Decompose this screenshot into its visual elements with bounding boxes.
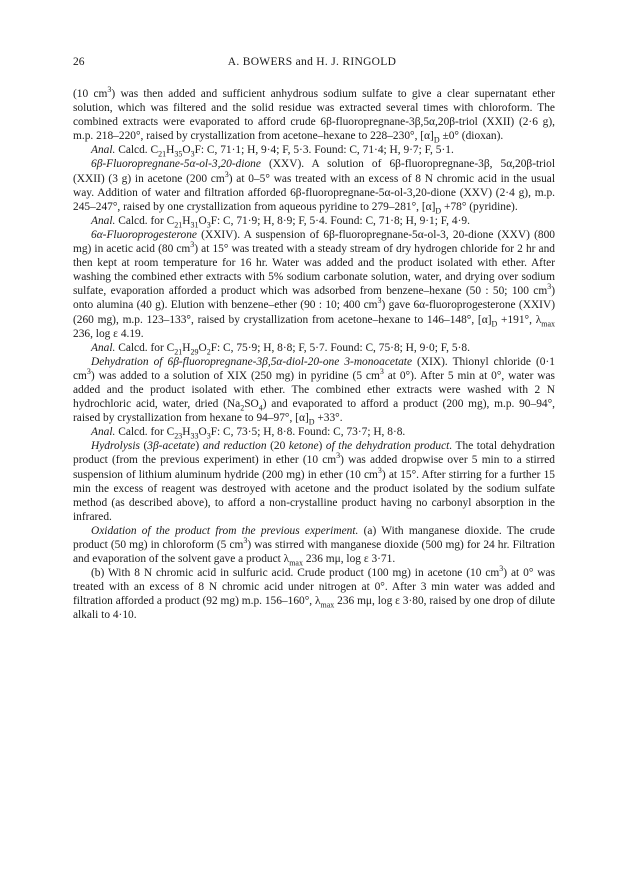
italic-run: and reduction [202, 440, 267, 453]
text-run: H [182, 426, 191, 439]
text-run: O [198, 426, 207, 439]
paragraph-oxidation-b [73, 566, 555, 622]
text-run: (20 [266, 440, 289, 453]
italic-run: Anal. [91, 426, 116, 439]
text-run: The total dehydration product (from the previous experiment) in ether (10 cm [73, 440, 555, 467]
text-run: F: C, 71·9; H, 8·9; F, 5·4. Found: C, 71·8; H, 9·1; F, 4·9. [210, 214, 470, 227]
subscript: D [491, 318, 498, 328]
text-run: ±0° (dioxan). [439, 130, 504, 143]
subscript: 3 [206, 431, 211, 441]
subscript: 23 [174, 431, 183, 441]
text-run: ) and evaporated to afford a product (200 mg), m.p. 90–94°, raised by crystallization from hexane to 94–97°, [α] [73, 398, 555, 425]
superscript: 3 [379, 367, 384, 377]
subscript: 21 [174, 220, 183, 230]
paragraph-dehydration [73, 355, 555, 425]
text-run: Calcd. for C [115, 214, 175, 227]
text-run: ) at 15° was treated with a steady stream of dry hydrogen chloride for 2 hr and then kept at room temperature for 16 hr. Water was added and the product isolated with ether. After washing the combined ether extracts with 5% sodium carbonate solution, water, and drying over sodium sulfate, evaporation afforded a product which was adsorbed from benzene–hexane (50 : 50; 100 cm [73, 243, 555, 298]
italic-run: Anal. [91, 214, 116, 227]
subscript: 21 [158, 149, 167, 159]
superscript: 3 [190, 240, 195, 250]
subscript: D [308, 417, 315, 427]
subscript: 29 [190, 346, 199, 356]
italic-run: 6α-Fluoroprogesterone [91, 228, 197, 241]
subscript: D [433, 135, 440, 145]
text-run: ) was then added and sufficient anhydrous sodium sulfate to give a clear supernatant ether solution, which was filtered and the solid residue was extracted several times with chloroform. The combined extracts were evaporated to afford crude 6β-fluoropregnane-3β,5α,20β-triol (XXII) (2·6 g), m.p. 218–220°, raised by crystallization from acetone–hexane to 228–230°, [α] [73, 88, 555, 143]
text-run: (XXV). A solution of 6β-fluoropregnane-3β, 5α,20β-triol (XXII) (3 g) in acetone (200 cm [73, 158, 555, 185]
text-run: ) was stirred with manganese dioxide (500 mg) for 24 hr. Filtration and evaporation of the solvent gave a product λ [73, 539, 555, 566]
superscript: 3 [499, 564, 504, 574]
text-run: ) [195, 440, 203, 453]
paragraph-fluoroprogesterone [73, 228, 555, 341]
text-run: (XXIV). A suspension of 6β-fluoropregnane-5α-ol-3, 20-dione (XXV) (800 mg) in acetic acid (80 cm [73, 228, 555, 256]
text-run: at 0°). After 5 min at 0°, water was added and the product isolated with ether. The combined ether extracts were washed with 2 N hydrochloric acid, water, dried (Na [73, 369, 555, 411]
paragraph-continuation [73, 87, 555, 143]
subscript: 4 [258, 403, 263, 413]
paragraph-fluoropregnanolone [73, 157, 555, 216]
page-number: 26 [73, 56, 85, 68]
superscript: 3 [107, 85, 112, 95]
text-run: Calcd. for C [115, 341, 175, 354]
superscript: 3 [377, 296, 382, 306]
subscript: 2 [240, 403, 245, 413]
subscript: max [289, 558, 303, 568]
subscript: 3 [190, 149, 195, 159]
text-run: SO [244, 398, 259, 411]
text-run: ) [318, 440, 326, 453]
text-run: ) was added dropwise over 5 min to a stirred suspension of lithium aluminum hydride (200 mg) in ether (10 cm [73, 454, 555, 481]
running-head: A. BOWERS and H. J. RINGOLD [227, 56, 397, 68]
text-run: 236 mμ, log ε 3·71. [302, 553, 396, 566]
text-run: +78° (pyridine). [441, 200, 518, 213]
text-run: (XIX). Thionyl chloride (0·1 cm [73, 355, 555, 382]
text-run: +33°. [314, 412, 343, 425]
subscript: 31 [190, 220, 199, 230]
paragraph-oxidation-a [73, 524, 555, 566]
subscript: 2 [206, 346, 211, 356]
text-run: H [182, 341, 191, 354]
text-run: Calcd. for C [115, 426, 175, 439]
subscript: 3 [206, 220, 211, 230]
italic-run: Hydrolysis [91, 440, 140, 453]
paragraph-analysis [73, 425, 555, 439]
superscript: 3 [86, 367, 91, 377]
text-run: H [182, 214, 191, 227]
subscript: D [435, 206, 442, 216]
superscript: 3 [243, 536, 248, 546]
italic-run: Dehydration of 6β-fluoropregnane-3β,5α-diol-20-one 3-monoacetate [91, 355, 413, 368]
subscript: max [320, 600, 335, 610]
text-run: Calcd. C [115, 144, 159, 157]
paragraph-analysis [73, 341, 555, 355]
italic-run: of the dehydration product. [325, 440, 453, 453]
text-run: ( [139, 440, 148, 453]
text-run: (a) With manganese dioxide. The crude product (50 mg) in chloroform (5 cm [73, 524, 555, 551]
text-run: O [182, 144, 191, 157]
subscript: 21 [174, 346, 183, 356]
text-run: ) was added to a solution of XIX (250 mg) in pyridine (5 cm [90, 369, 380, 382]
text-run: ) onto alumina (40 g). Elution with benzene–ether (90 : 10; 400 cm [73, 285, 555, 312]
text-run: 236 mμ, log ε 3·80, raised by one drop of dilute alkali to 4·10. [73, 595, 555, 622]
body-text [73, 87, 555, 623]
text-run: ) gave 6α-fluoroprogesterone (XXIV) (260 mg), m.p. 123–133°, raised by crystallization from acetone–hexane to 146–148°, [α] [73, 299, 555, 326]
paragraph-analysis [73, 143, 555, 157]
subscript: max [541, 318, 555, 328]
text-run: F: C, 75·9; H, 8·8; F, 5·7. Found: C, 75·8; H, 9·0; F, 5·8. [210, 341, 470, 354]
paragraph-analysis [73, 214, 555, 228]
subscript: 35 [174, 149, 183, 159]
text-run: O [198, 214, 207, 227]
italic-run: ketone [288, 440, 319, 453]
superscript: 3 [224, 169, 229, 179]
text-run: F: C, 73·5; H, 8·8. Found: C, 73·7; H, 8·8. [210, 426, 406, 439]
text-run: F: C, 71·1; H, 9·4; F, 5·3. Found: C, 71·4; H, 9·7; F, 5·1. [194, 144, 454, 157]
page-header [73, 56, 551, 72]
superscript: 3 [336, 451, 341, 461]
paragraph-hydrolysis [73, 439, 555, 524]
text-run: O [198, 341, 207, 354]
text-run: (b) With 8 N chromic acid in sulfuric acid. Crude product (100 mg) in acetone (10 cm [91, 567, 500, 580]
text-run: 236, log ε 4.19. [73, 327, 144, 340]
italic-run: Oxidation of the product from the previous experiment. [91, 524, 359, 537]
superscript: 3 [377, 465, 382, 475]
text-run: ) at 0–5° was treated with an excess of 8 N chromic acid in the usual way. Addition of water and filtration afforded 6β-fluoropregnane-5α-ol-3,20-dione (XXV) (2·4 g), m.p. 245–247°, raised by one crystallization from aqueous pyridine to 279–281°, [α] [73, 172, 555, 213]
text-run: (10 cm [73, 88, 108, 100]
subscript: 33 [190, 431, 199, 441]
italic-run: 6β-Fluoropregnane-5α-ol-3,20-dione [91, 158, 261, 171]
text-run: ) at 0° was treated with an excess of 8 N chromic acid under nitrogen at 0°. After 3 min water was added and filtration afforded a product (92 mg) m.p. 156–160°, λ [73, 567, 555, 608]
italic-run: Anal. [91, 144, 116, 157]
text-run: +191°, λ [497, 313, 542, 326]
italic-run: 3β-acetate [147, 440, 196, 453]
text-run: H [166, 144, 175, 157]
italic-run: Anal. [91, 341, 116, 354]
superscript: 3 [547, 282, 552, 292]
text-run: ) at 15°. After stirring for a further 15 min the excess of reagent was destroyed with acetone and the product isolated by the sodium sulfate method (as described above), to afford a non-crystalline product having no carbonyl absorption in the infrared. [73, 468, 555, 523]
